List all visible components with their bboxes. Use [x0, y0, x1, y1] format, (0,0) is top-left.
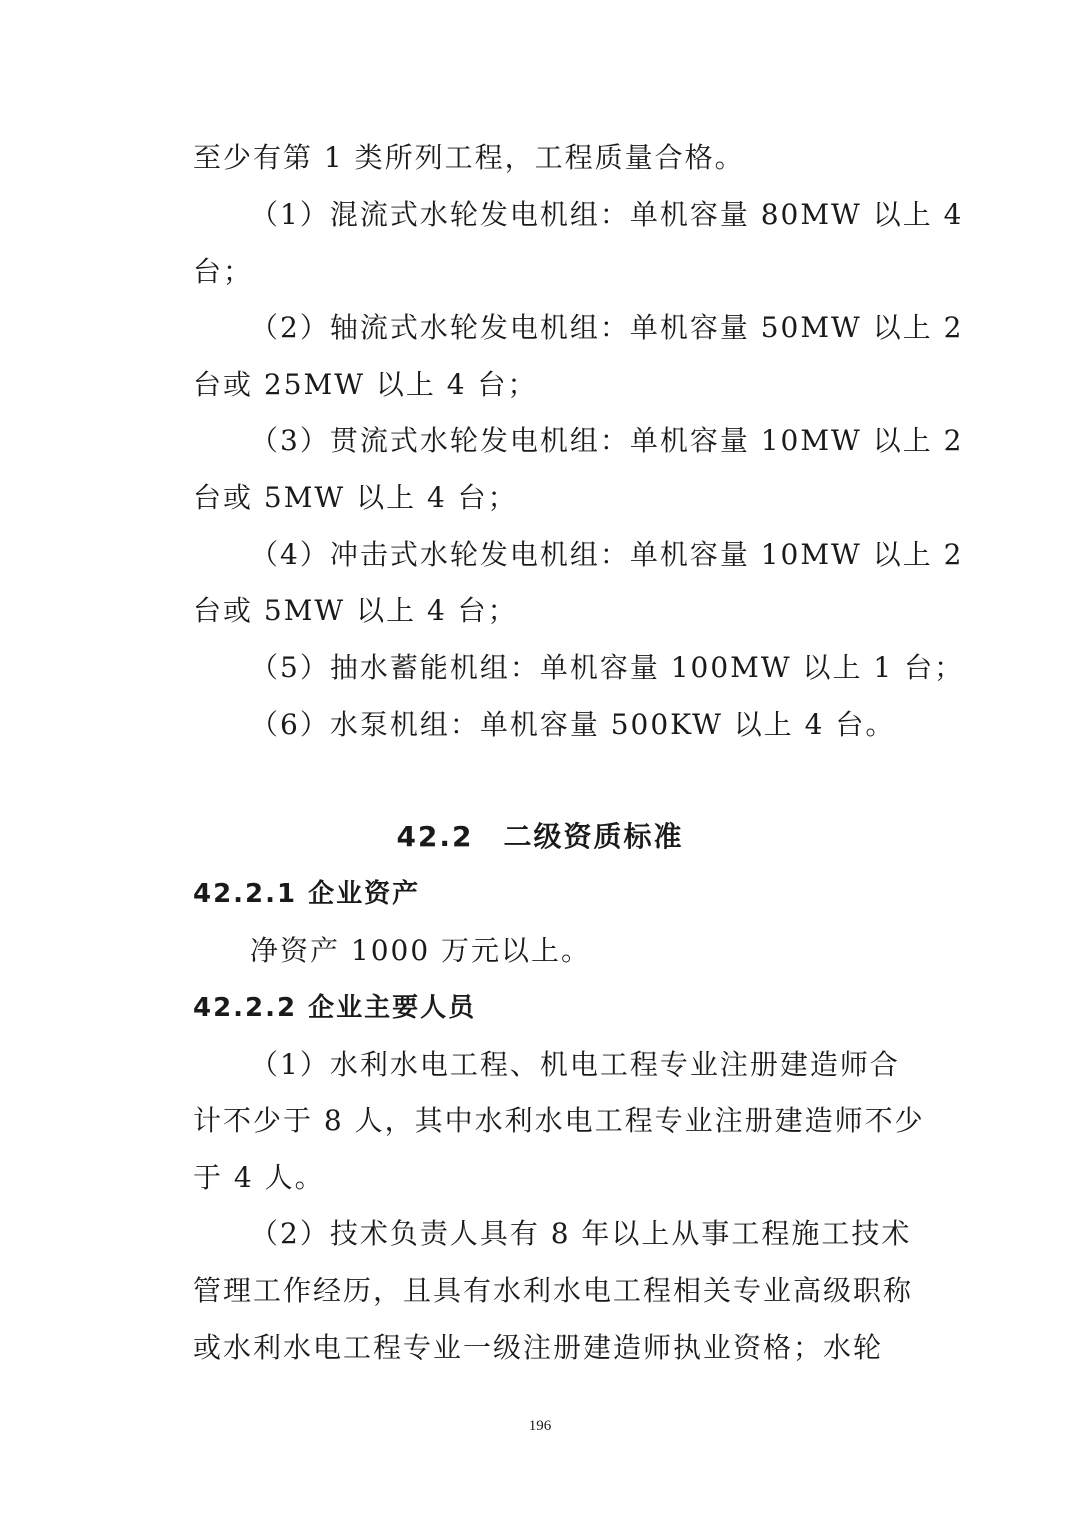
paragraph-line: 至少有第 1 类所列工程，工程质量合格。	[193, 141, 745, 174]
personnel-item-1: （1）水利水电工程、机电工程专业注册建造师合	[250, 1048, 900, 1081]
list-item-4-continued: 台或 5MW 以上 4 台；	[193, 594, 518, 627]
personnel-item-1-continued: 计不少于 8 人，其中水利水电工程专业注册建造师不少	[193, 1104, 925, 1137]
personnel-item-2-continued: 或水利水电工程专业一级注册建造师执业资格；水轮	[193, 1331, 884, 1364]
subsection-heading-personnel: 42.2.2 企业主要人员	[193, 993, 477, 1023]
list-item-4: （4）冲击式水轮发电机组：单机容量 10MW 以上 2	[250, 538, 964, 571]
section-heading: 42.2 二级资质标准	[396, 820, 684, 853]
list-item-3: （3）贯流式水轮发电机组：单机容量 10MW 以上 2	[250, 424, 964, 457]
list-item-2-continued: 台或 25MW 以上 4 台；	[193, 368, 538, 401]
personnel-item-2-continued: 管理工作经历，且具有水利水电工程相关专业高级职称	[193, 1274, 914, 1307]
subsection-heading-assets: 42.2.1 企业资产	[193, 879, 421, 909]
list-item-1-continued: 台；	[193, 255, 254, 288]
list-item-1: （1）混流式水轮发电机组：单机容量 80MW 以上 4	[250, 198, 964, 231]
personnel-item-1-continued: 于 4 人。	[193, 1161, 325, 1194]
list-item-3-continued: 台或 5MW 以上 4 台；	[193, 481, 518, 514]
list-item-5: （5）抽水蓄能机组：单机容量 100MW 以上 1 台；	[250, 651, 965, 684]
personnel-item-2: （2）技术负责人具有 8 年以上从事工程施工技术	[250, 1217, 912, 1250]
list-item-2: （2）轴流式水轮发电机组：单机容量 50MW 以上 2	[250, 311, 964, 344]
list-item-6: （6）水泵机组：单机容量 500KW 以上 4 台。	[250, 708, 896, 741]
page-number: 196	[528, 1418, 552, 1434]
assets-text: 净资产 1000 万元以上。	[250, 934, 592, 967]
